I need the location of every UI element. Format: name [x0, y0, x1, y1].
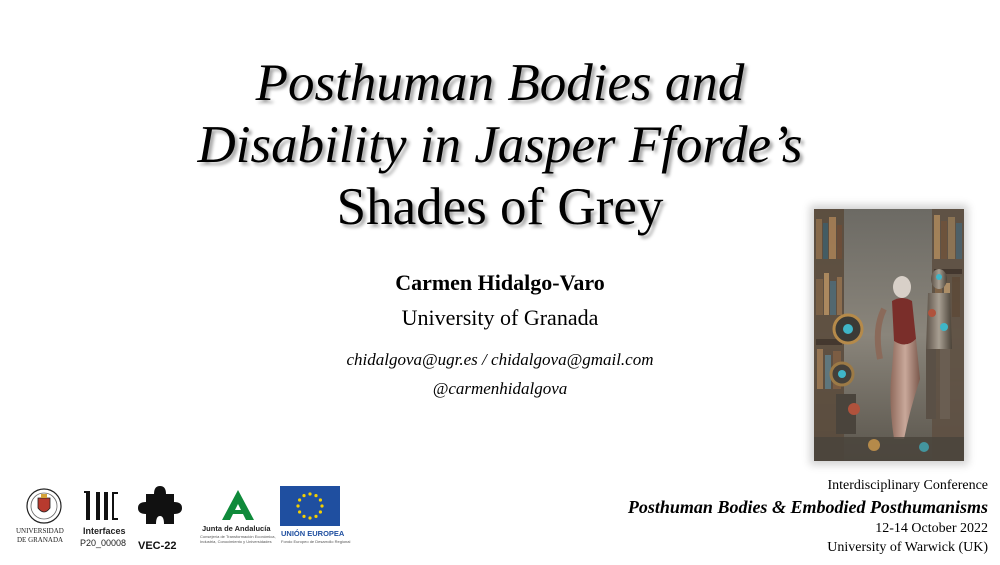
author-handle: @carmenhidalgova: [432, 379, 568, 398]
title-line-3: Shades of Grey: [336, 178, 664, 236]
author-affiliation: University of Granada: [401, 305, 599, 330]
conference-dates: 12-14 October 2022: [875, 521, 988, 536]
eu-sub: Fondo Europeo de Desarrollo Regional: [281, 539, 351, 544]
puzzle-piece-icon: [136, 486, 184, 532]
eu-name: UNIÓN EUROPEA: [281, 529, 345, 538]
junta-a-icon: [218, 488, 258, 524]
ugr-line-1: UNIVERSIDAD: [16, 527, 64, 535]
interfaces-name: Interfaces: [83, 526, 126, 536]
conference-venue: University of Warwick (UK): [827, 540, 988, 555]
interfaces-bars-icon: [82, 488, 122, 524]
junta-sub: Consejería de Transformación Económica, Industria, Conocimiento y Universidades: [200, 534, 276, 544]
conference-info: [568, 476, 988, 557]
ugr-logo: [14, 486, 74, 550]
title-line-1: Posthuman Bodies and: [255, 54, 745, 112]
ugr-line-2: DE GRANADA: [17, 536, 64, 544]
ugr-crest-icon: [14, 486, 74, 526]
junta-name: Junta de Andalucía: [202, 524, 271, 533]
eu-logo: [280, 486, 351, 550]
vec-logo: [134, 486, 188, 556]
steampunk-robot-artwork: [814, 209, 964, 461]
conference-label: Interdisciplinary Conference: [827, 478, 988, 493]
interfaces-code: P20_00008: [80, 538, 127, 548]
author-emails: chidalgova@ugr.es / chidalgova@gmail.com: [346, 350, 654, 369]
title-line-2: Disability in Jasper Fforde’s: [197, 116, 803, 174]
eu-flag-icon: [280, 486, 340, 526]
conference-title: Posthuman Bodies & Embodied Posthumanisms: [627, 497, 988, 517]
author-name: Carmen Hidalgo-Varo: [395, 270, 605, 295]
vec-label: VEC-22: [138, 540, 177, 552]
junta-logo: [200, 486, 276, 550]
interfaces-logo: [80, 486, 128, 556]
